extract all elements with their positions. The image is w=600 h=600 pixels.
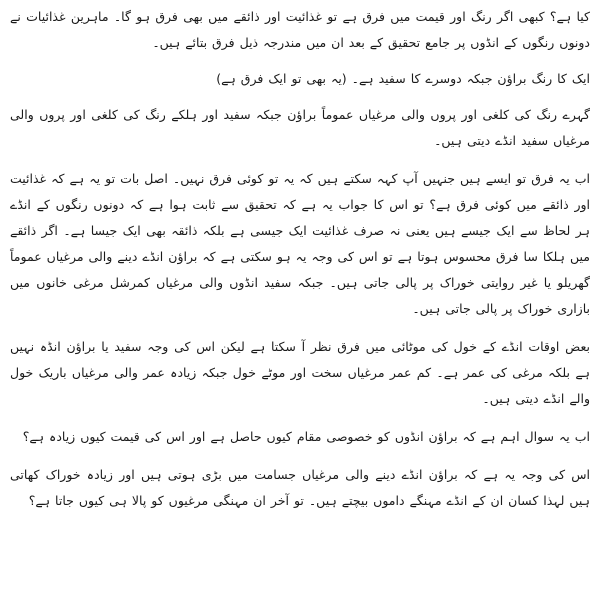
- paragraph-nutrition-taste: اب یہ فرق تو ایسے ہیں جنہیں آپ کہہ سکتے ہیں کہ یہ تو کوئی فرق نہیں۔ اصل بات تو یہ ہے کہ غذائیت اور ذائقے میں کوئی فرق ہے؟ تو اس کا جواب یہ ہے کہ تحقیق سے ثابت ہوا ہے کہ دونوں رنگوں کے انڈے ہر لحاظ سے ایک جیسے ہیں یعنی نہ صرف غذائیت ایک جیسی ہے بلکہ ذائقہ بھی ایک جیسا ہے۔ اگر ذائقے میں ہلکا سا فرق محسوس ہوتا ہے تو اس کی وجہ یہ ہو سکتی ہے کہ براؤن انڈے دینے والی مرغیاں عموماً گھریلو یا غیر روایتی خوراک پر پالی جاتی ہیں۔ جبکہ سفید انڈوں والی مرغیاں کمرشل مرغی خانوں میں بازاری خوراک پر پالی جاتی ہیں۔: [10, 171, 590, 316]
- paragraph-shell-thickness: بعض اوقات انڈے کے خول کی موٹائی میں فرق نظر آ سکتا ہے لیکن اس کی وجہ سفید یا براؤن انڈہ نہیں ہے بلکہ مرغی کی عمر ہے۔ کم عمر مرغیاں سخت اور موٹے خول جبکہ زیادہ عمر والی مرغیاں باریک خول والے انڈے دیتی ہیں۔: [10, 339, 590, 406]
- paragraph-intro: کیا ہے؟ کبھی اگر رنگ اور قیمت میں فرق ہے تو غذائیت اور ذائقے میں بھی فرق ہو گا۔ ماہرین غذائیات نے دونوں رنگوں کے انڈوں پر جامع تحقیق کے بعد ان میں مندرجہ ذیل فرق بتائے ہیں۔: [10, 9, 590, 50]
- paragraph-price-answer: اس کی وجہ یہ ہے کہ براؤن انڈے دینے والی مرغیاں جسامت میں بڑی ہوتی ہیں اور زیادہ خوراک کھاتی ہیں لہذا کسان ان کے انڈے مہنگے داموں بیچتے ہیں۔ تو آخر ان مہنگی مرغیوں کو پالا ہی کیوں جاتا ہے؟: [10, 467, 590, 508]
- paragraph-price-question: اب یہ سوال اہم ہے کہ براؤن انڈوں کو خصوصی مقام کیوں حاصل ہے اور اس کی قیمت کیوں زیادہ ہے؟: [22, 429, 590, 444]
- paragraph-color-difference: ایک کا رنگ براؤن جبکہ دوسرے کا سفید ہے۔ (یہ بھی تو ایک فرق ہے): [216, 71, 590, 86]
- paragraph-feather-difference: گہرے رنگ کی کلغی اور پروں والی مرغیاں عموماً براؤن جبکہ سفید اور ہلکے رنگ کی کلغی اور پروں والی مرغیاں سفید انڈے دیتی ہیں۔: [10, 107, 590, 148]
